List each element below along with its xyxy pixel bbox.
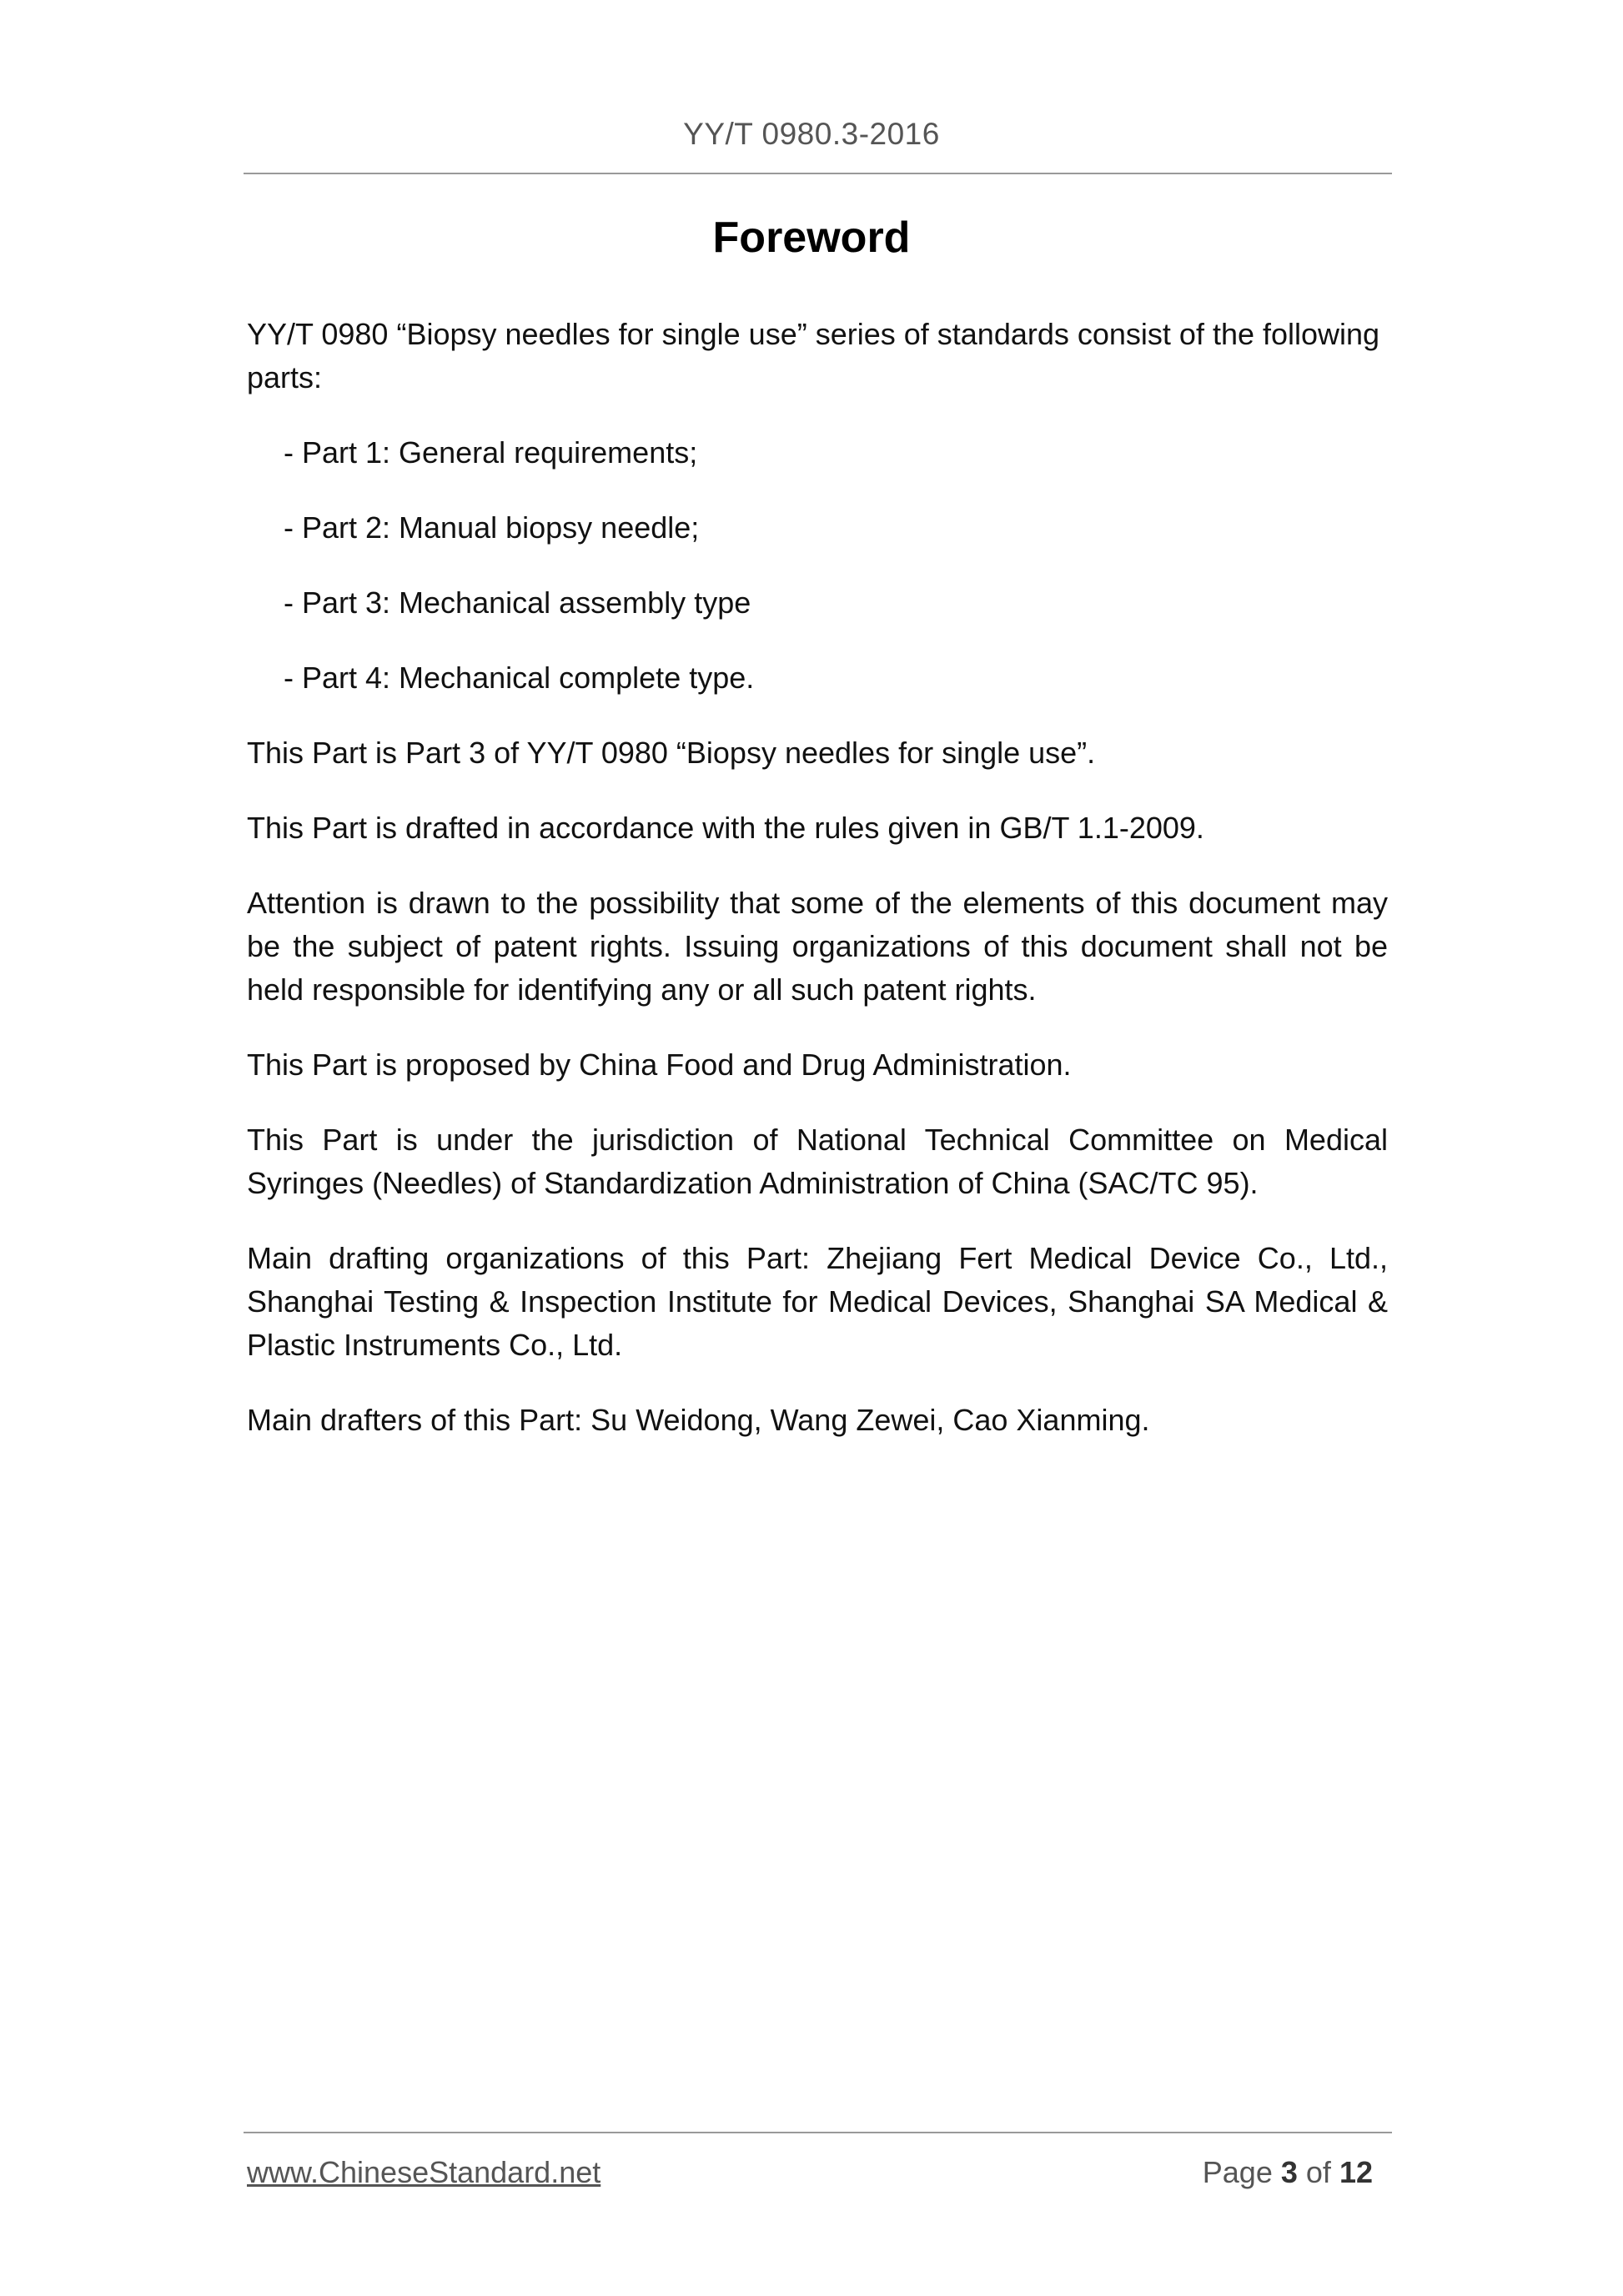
header-standard-code: YY/T 0980.3-2016: [683, 117, 940, 151]
list-item-part-2: - Part 2: Manual biopsy needle;: [284, 510, 700, 545]
footer-divider: [244, 2132, 1392, 2133]
foreword-body: [247, 313, 1388, 1474]
page-number: [1203, 2155, 1373, 2190]
page-of: of: [1305, 2155, 1331, 2189]
website-link[interactable]: www.ChineseStandard.net: [247, 2155, 601, 2189]
page-current: 3: [1280, 2155, 1298, 2189]
intro-paragraph: YY/T 0980 “Biopsy needles for single use” series of standards consist of the following parts:: [247, 317, 1380, 394]
page-total: 12: [1339, 2155, 1373, 2189]
list-item-part-4: - Part 4: Mechanical complete type.: [284, 661, 755, 695]
this-part-paragraph: This Part is Part 3 of YY/T 0980 “Biopsy needles for single use”.: [247, 736, 1096, 770]
drafted-paragraph: This Part is drafted in accordance with the rules given in GB/T 1.1-2009.: [247, 811, 1204, 845]
patent-paragraph: Attention is drawn to the possibility that some of the elements of this document may be the subject of patent rights. Issuing organizations of this document shall not be held responsible for identifying any or all such patent rights.: [247, 886, 1388, 1007]
list-item-part-3: - Part 3: Mechanical assembly type: [284, 585, 751, 620]
jurisdiction-paragraph: This Part is under the jurisdiction of National Technical Committee on Medical Syringes (Needles) of Standardization Administration of China (SAC/TC 95).: [247, 1123, 1388, 1200]
page-title: Foreword: [712, 214, 911, 262]
header-divider: [244, 173, 1392, 174]
list-item-part-1: - Part 1: General requirements;: [284, 435, 698, 470]
proposed-paragraph: This Part is proposed by China Food and Drug Administration.: [247, 1048, 1072, 1082]
drafters-paragraph: Main drafters of this Part: Su Weidong, Wang Zewei, Cao Xianming.: [247, 1403, 1150, 1437]
page-prefix: Page: [1202, 2155, 1273, 2189]
organizations-paragraph: Main drafting organizations of this Part: Zhejiang Fert Medical Device Co., Ltd., Shanghai Testing & Inspection Institute for Medical Devices, Shanghai SA Medical & Plastic Instruments Co., Ltd.: [247, 1241, 1388, 1362]
